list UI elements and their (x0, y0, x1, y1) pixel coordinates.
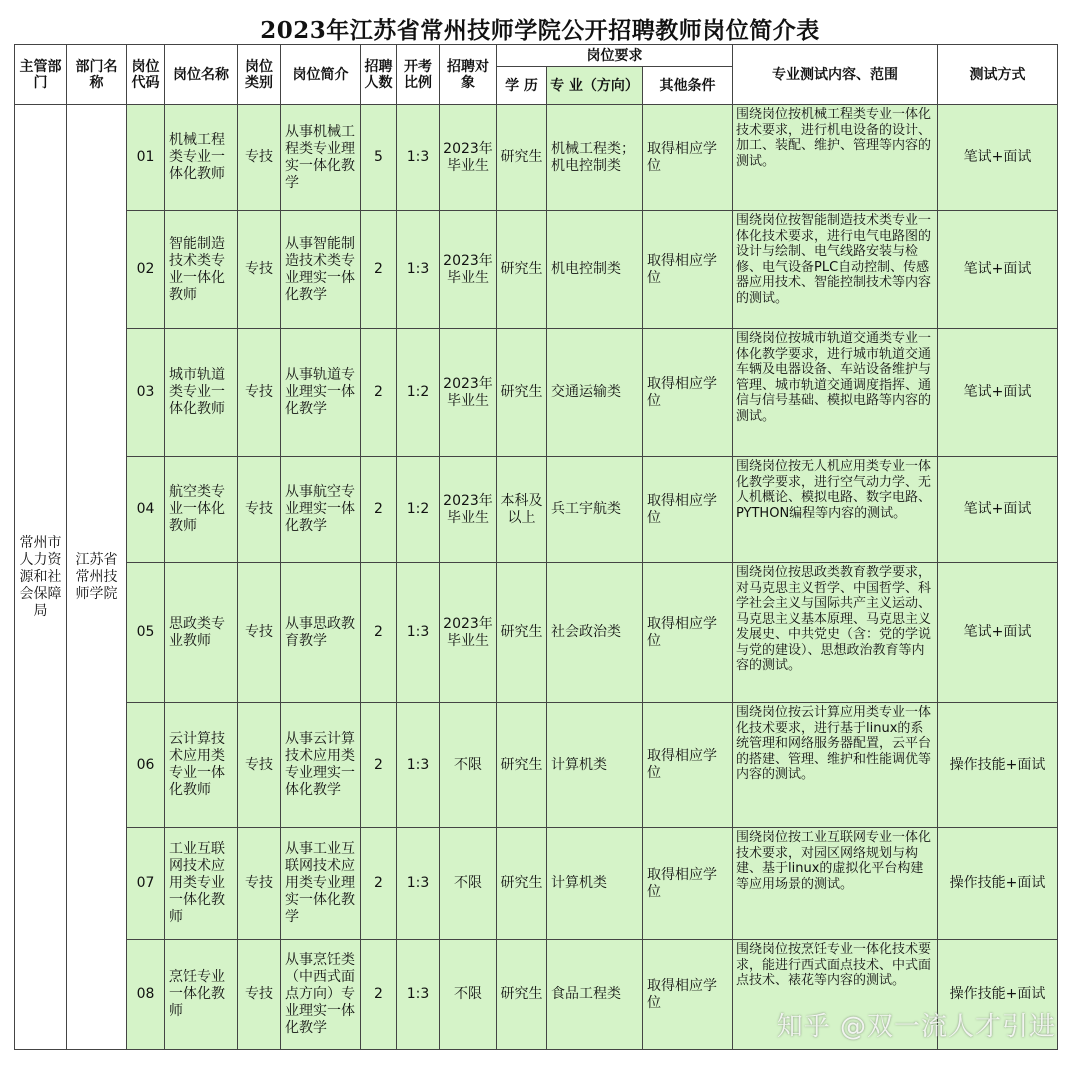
row-content (733, 703, 938, 828)
row-intro: 从事工业互联网技术应用类专业理实一体化教学 (281, 828, 361, 940)
row-count: 2 (361, 457, 397, 563)
row-major: 兵工宇航类 (547, 457, 643, 563)
row-other: 取得相应学位 (643, 211, 733, 329)
row-intro: 从事航空专业理实一体化教学 (281, 457, 361, 563)
row-content (733, 105, 938, 211)
row-content-text: 围绕岗位按智能制造技术类专业一体化技术要求，进行电气电路图的设计与绘制、电气线路安装与检修、电气设备PLC自动控制、传感器应用技术、智能控制技术等内容的测试。 (736, 213, 932, 306)
header-test-method: 测试方式 (938, 45, 1058, 105)
row-ratio: 1:3 (397, 940, 440, 1050)
row-content (733, 329, 938, 457)
row-ratio: 1:3 (397, 105, 440, 211)
header-pos-intro: 岗位简介 (281, 45, 361, 105)
row-content (733, 828, 938, 940)
row-content-text: 围绕岗位按城市轨道交通类专业一体化教学要求，进行城市轨道交通车辆及电器设备、车站设备维护与管理、城市轨道交通调度指挥、通信与信号基础、模拟电路等内容的测试。 (736, 331, 932, 424)
row-code: 03 (127, 329, 165, 457)
row-edu: 研究生 (497, 940, 547, 1050)
row-edu: 研究生 (497, 105, 547, 211)
row-count: 2 (361, 940, 397, 1050)
row-type: 专技 (238, 828, 281, 940)
row-edu: 研究生 (497, 828, 547, 940)
row-target: 2023年毕业生 (440, 211, 497, 329)
row-content-text: 围绕岗位按无人机应用类专业一体化教学要求，进行空气动力学、无人机概论、模拟电路、数字电路、PYTHON编程等内容的测试。 (736, 459, 932, 521)
header-test-content: 专业测试内容、范围 (733, 45, 938, 105)
row-major: 食品工程类 (547, 940, 643, 1050)
dept-cell: 常州市人力资源和社会保障局 (15, 105, 67, 1050)
row-method: 笔试+面试 (938, 563, 1058, 703)
row-edu: 研究生 (497, 563, 547, 703)
row-code: 01 (127, 105, 165, 211)
row-target: 2023年毕业生 (440, 105, 497, 211)
row-other: 取得相应学位 (643, 457, 733, 563)
watermark: 知乎 @双一流人才引进 (776, 1012, 1056, 1042)
row-major: 交通运输类 (547, 329, 643, 457)
row-content (733, 211, 938, 329)
row-type: 专技 (238, 703, 281, 828)
row-code: 08 (127, 940, 165, 1050)
row-ratio: 1:2 (397, 329, 440, 457)
row-code: 07 (127, 828, 165, 940)
row-intro: 从事思政教育教学 (281, 563, 361, 703)
row-name: 烹饪专业一体化教师 (165, 940, 238, 1050)
row-edu: 研究生 (497, 211, 547, 329)
recruitment-table (14, 44, 1058, 1050)
row-content-text: 围绕岗位按思政类教育教学要求，对马克思主义哲学、中国哲学、科学社会主义与国际共产主义运动、马克思主义基本原理、马克思主义发展史、中共党史（含：党的学说与党的建设）、思想政治教育等内容的测试。 (736, 565, 932, 673)
header-ratio: 开考比例 (397, 45, 440, 105)
row-major: 社会政治类 (547, 563, 643, 703)
row-content-text: 围绕岗位按工业互联网专业一体化技术要求，对园区网络规划与构建、基于linux的虚拟化平台构建等应用场景的测试。 (736, 830, 932, 892)
page-title: 2023年江苏省常州技师学院公开招聘教师岗位简介表 (260, 17, 820, 44)
row-target: 2023年毕业生 (440, 329, 497, 457)
row-target: 2023年毕业生 (440, 457, 497, 563)
row-method: 笔试+面试 (938, 105, 1058, 211)
row-content-text: 围绕岗位按机械工程类专业一体化技术要求，进行机电设备的设计、加工、装配、维护、管理等内容的测试。 (736, 107, 932, 169)
row-method: 笔试+面试 (938, 457, 1058, 563)
row-method: 笔试+面试 (938, 211, 1058, 329)
row-target: 2023年毕业生 (440, 563, 497, 703)
row-other: 取得相应学位 (643, 828, 733, 940)
row-ratio: 1:3 (397, 211, 440, 329)
row-other: 取得相应学位 (643, 940, 733, 1050)
row-name: 航空类专业一体化教师 (165, 457, 238, 563)
row-name: 思政类专业教师 (165, 563, 238, 703)
header-code: 岗位代码 (127, 45, 165, 105)
row-type: 专技 (238, 457, 281, 563)
row-type: 专技 (238, 105, 281, 211)
row-count: 2 (361, 703, 397, 828)
row-name: 云计算技术应用类专业一体化教师 (165, 703, 238, 828)
row-edu: 本科及以上 (497, 457, 547, 563)
header-count: 招聘人数 (361, 45, 397, 105)
row-other: 取得相应学位 (643, 563, 733, 703)
header-edu: 学 历 (497, 67, 547, 105)
row-intro: 从事智能制造技术类专业理实一体化教学 (281, 211, 361, 329)
row-major: 计算机类 (547, 703, 643, 828)
row-other: 取得相应学位 (643, 105, 733, 211)
row-name: 智能制造技术类专业一体化教师 (165, 211, 238, 329)
row-intro: 从事轨道专业理实一体化教学 (281, 329, 361, 457)
row-code: 05 (127, 563, 165, 703)
row-method: 操作技能+面试 (938, 940, 1058, 1050)
row-method: 操作技能+面试 (938, 703, 1058, 828)
row-ratio: 1:3 (397, 703, 440, 828)
row-count: 2 (361, 329, 397, 457)
row-intro: 从事机械工程类专业理实一体化教学 (281, 105, 361, 211)
header-target: 招聘对象 (440, 45, 497, 105)
row-name: 机械工程类专业一体化教师 (165, 105, 238, 211)
row-count: 2 (361, 828, 397, 940)
row-major: 计算机类 (547, 828, 643, 940)
row-ratio: 1:3 (397, 828, 440, 940)
row-major: 机电控制类 (547, 211, 643, 329)
row-content-text: 围绕岗位按烹饪专业一体化技术要求，能进行西式面点技术、中式面点技术、裱花等内容的测试。 (736, 942, 932, 988)
row-ratio: 1:3 (397, 563, 440, 703)
row-edu: 研究生 (497, 329, 547, 457)
row-other: 取得相应学位 (643, 329, 733, 457)
row-type: 专技 (238, 211, 281, 329)
row-type: 专技 (238, 329, 281, 457)
row-edu: 研究生 (497, 703, 547, 828)
row-code: 02 (127, 211, 165, 329)
row-name: 城市轨道类专业一体化教师 (165, 329, 238, 457)
header-pos-type: 岗位类别 (238, 45, 281, 105)
row-ratio: 1:2 (397, 457, 440, 563)
header-dept: 主管部门 (15, 45, 67, 105)
row-content-text: 围绕岗位按云计算应用类专业一体化技术要求，进行基于linux的系统管理和网络服务器配置，云平台的搭建、管理、维护和性能调优等内容的测试。 (736, 705, 932, 782)
row-count: 2 (361, 211, 397, 329)
header-unit: 部门名称 (67, 45, 127, 105)
row-method: 操作技能+面试 (938, 828, 1058, 940)
row-count: 2 (361, 563, 397, 703)
row-other: 取得相应学位 (643, 703, 733, 828)
header-other: 其他条件 (643, 67, 733, 105)
row-count: 5 (361, 105, 397, 211)
row-major: 机械工程类；机电控制类 (547, 105, 643, 211)
row-code: 04 (127, 457, 165, 563)
row-code: 06 (127, 703, 165, 828)
row-intro: 从事云计算技术应用类专业理实一体化教学 (281, 703, 361, 828)
row-content (733, 457, 938, 563)
row-method: 笔试+面试 (938, 329, 1058, 457)
header-pos-name: 岗位名称 (165, 45, 238, 105)
unit-cell: 江苏省常州技师学院 (67, 105, 127, 1050)
header-requirements: 岗位要求 (497, 45, 733, 67)
row-target: 不限 (440, 703, 497, 828)
row-target: 不限 (440, 828, 497, 940)
row-type: 专技 (238, 563, 281, 703)
row-intro: 从事烹饪类（中西式面点方向）专业理实一体化教学 (281, 940, 361, 1050)
row-target: 不限 (440, 940, 497, 1050)
row-name: 工业互联网技术应用类专业一体化教师 (165, 828, 238, 940)
header-major: 专 业（方向） (547, 67, 643, 105)
row-content (733, 563, 938, 703)
row-type: 专技 (238, 940, 281, 1050)
